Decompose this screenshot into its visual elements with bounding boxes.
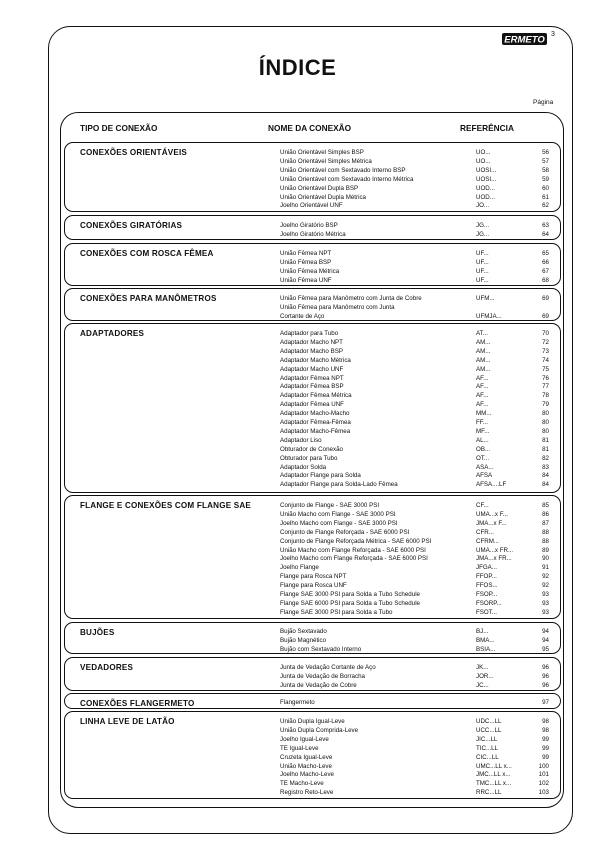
- page-ref: 92: [542, 582, 549, 590]
- connection-name: União Orientável com Sextavado Interno BSP: [280, 166, 406, 174]
- connection-name: Adaptador para Tubo: [280, 330, 339, 337]
- page-ref: 87: [542, 519, 549, 527]
- page-ref: 78: [542, 392, 549, 400]
- page-ref: 72: [542, 338, 549, 346]
- page-column-label: Página: [533, 99, 554, 106]
- page-ref: 65: [542, 250, 549, 257]
- index-row[interactable]: [65, 303, 562, 312]
- group-title: CONEXÕES GIRATÓRIAS: [80, 221, 183, 230]
- connection-name: Joelho Macho com Flange - SAE 3000 PSI: [280, 519, 398, 527]
- connection-name: Conjunto de Flange Reforçada Métrica - SAE 6000 PSI: [280, 537, 432, 545]
- page-ref: 76: [542, 374, 549, 382]
- reference-code: UF...: [476, 258, 489, 266]
- group-flange-e-conexoes-com-flange-sae: [64, 495, 561, 619]
- connection-name: Joelho Flange: [280, 564, 319, 572]
- page-ref: 86: [542, 510, 549, 518]
- reference-code: UMA...x F...: [476, 510, 508, 518]
- reference-code: UFMJA...: [476, 312, 502, 320]
- page-ref: 99: [542, 744, 549, 752]
- page-ref: 80: [542, 419, 549, 426]
- page-ref: 56: [542, 149, 549, 156]
- index-row[interactable]: [65, 400, 562, 409]
- reference-code: OB...: [476, 445, 491, 453]
- index-row[interactable]: [65, 329, 562, 338]
- index-row[interactable]: [65, 157, 562, 166]
- connection-name: Flange para Rosca NPT: [280, 573, 347, 581]
- group-conexoes-flangermeto: [64, 693, 561, 709]
- index-row[interactable]: [65, 510, 562, 519]
- group-vedadores: [64, 657, 561, 691]
- page-ref: 81: [542, 445, 549, 453]
- index-row[interactable]: [65, 258, 562, 267]
- index-row[interactable]: [65, 184, 562, 193]
- index-row[interactable]: [65, 418, 562, 427]
- page-ref: 96: [542, 664, 549, 671]
- reference-code: UMC...LL x...: [476, 762, 512, 770]
- page-ref: 81: [542, 436, 549, 444]
- reference-code: JFGA...: [476, 564, 497, 572]
- page-ref: 102: [538, 780, 549, 788]
- reference-code: AFSA: [476, 472, 493, 480]
- reference-code: JOR...: [476, 672, 494, 680]
- connection-name: Adaptador Macho Métrica: [280, 356, 351, 364]
- page-ref: 88: [542, 537, 549, 545]
- index-row[interactable]: [65, 627, 562, 636]
- connection-name: Joelho Macho com Flange Reforçada - SAE 6000 PSI: [280, 555, 428, 563]
- reference-code: UMA...x FR...: [476, 546, 514, 554]
- reference-code: JMA...x F...: [476, 519, 507, 527]
- column-header-nome: NOME DA CONEXÃO: [268, 123, 352, 133]
- page-ref: 69: [542, 295, 549, 302]
- reference-code: MM...: [476, 410, 492, 418]
- connection-name: União Fêmea para Manômetro com Junta de Cobre: [280, 295, 422, 302]
- connection-name: Adaptador Liso: [280, 436, 322, 444]
- connection-name: Adaptador Flange para Solda-Lado Fêmea: [280, 481, 398, 489]
- connection-name: Conjunto de Flange Reforçada - SAE 6000 PSI: [280, 528, 410, 536]
- connection-name: TE Igual-Leve: [280, 744, 319, 752]
- reference-code: FF...: [476, 419, 489, 426]
- page-ref: 84: [542, 472, 549, 480]
- index-row[interactable]: [65, 554, 562, 563]
- group-conexoes-para-manometros: [64, 288, 561, 321]
- reference-code: BJ...: [476, 628, 489, 635]
- index-row[interactable]: [65, 753, 562, 762]
- reference-code: ASA...: [476, 463, 494, 471]
- index-row[interactable]: [65, 463, 562, 472]
- index-row[interactable]: [65, 563, 562, 572]
- connection-name: Joelho Igual-Leve: [280, 735, 329, 743]
- reference-code: AF...: [476, 383, 489, 391]
- page-ref: 96: [542, 672, 549, 680]
- column-header-referencia: REFERÊNCIA: [460, 123, 514, 133]
- connection-name: União Orientável Simples BSP: [280, 149, 364, 156]
- reference-code: UO...: [476, 157, 491, 165]
- page-ref: 92: [542, 573, 549, 581]
- index-row[interactable]: [65, 779, 562, 788]
- reference-code: FFOP...: [476, 573, 497, 581]
- group-title: BUJÕES: [80, 628, 115, 637]
- page-ref: 97: [542, 699, 549, 706]
- reference-code: AL...: [476, 436, 489, 444]
- connection-name: Junta de Vedação Cortante de Aço: [280, 664, 376, 671]
- connection-name: União Fêmea UNF: [280, 276, 332, 284]
- connection-name: Flange para Rosca UNF: [280, 582, 347, 590]
- index-row[interactable]: [65, 356, 562, 365]
- connection-name: Adaptador Macho-Fêmea: [280, 427, 351, 435]
- reference-code: UCC...LL: [476, 726, 502, 734]
- connection-name: União Fêmea NPT: [280, 250, 332, 257]
- page-ref: 90: [542, 555, 549, 563]
- connection-name: Adaptador Macho NPT: [280, 338, 343, 346]
- reference-code: CIC...LL: [476, 753, 499, 761]
- connection-name: Adaptador Macho BSP: [280, 347, 343, 355]
- reference-code: JMA...x FR...: [476, 555, 512, 563]
- reference-code: FSOT...: [476, 608, 497, 616]
- index-row[interactable]: [65, 267, 562, 276]
- page-ref: 93: [542, 608, 549, 616]
- page-ref: 57: [542, 157, 549, 165]
- connection-name: Conjunto de Flange - SAE 3000 PSI: [280, 502, 380, 509]
- page-ref: 88: [542, 528, 549, 536]
- group-conexoes-giratorias: [64, 215, 561, 240]
- page-ref: 99: [542, 735, 549, 743]
- index-row[interactable]: [65, 636, 562, 645]
- reference-code: JK...: [476, 664, 489, 671]
- reference-code: CFR...: [476, 528, 494, 536]
- group-title: CONEXÕES FLANGERMETO: [80, 699, 195, 708]
- connection-name: Adaptador Macho UNF: [280, 365, 344, 373]
- connection-name: Adaptador Solda: [280, 463, 327, 471]
- connection-name: Flange SAE 3000 PSI para Solda a Tubo: [280, 608, 393, 616]
- index-row[interactable]: [65, 572, 562, 581]
- index-row[interactable]: [65, 581, 562, 590]
- page-ref: 58: [542, 166, 549, 174]
- group-title: CONEXÕES ORIENTÁVEIS: [80, 148, 187, 157]
- index-row[interactable]: [65, 788, 562, 797]
- group-title: CONEXÕES COM ROSCA FÊMEA: [80, 249, 214, 258]
- connection-name: Cruzeta Igual-Leve: [280, 753, 333, 761]
- group-conexoes-orientaveis: [64, 142, 561, 212]
- reference-code: BSIA...: [476, 645, 496, 653]
- connection-name: Junta de Vedação de Borracha: [280, 672, 365, 680]
- index-row[interactable]: [65, 365, 562, 374]
- connection-name: Adaptador Macho-Macho: [280, 410, 350, 418]
- reference-code: UO...: [476, 149, 491, 156]
- logo-text: ERMETO: [504, 34, 545, 46]
- page-ref: 84: [542, 481, 549, 489]
- connection-name: Adaptador Fêmea UNF: [280, 401, 344, 409]
- reference-code: FSORP...: [476, 599, 502, 607]
- reference-code: AF...: [476, 374, 489, 382]
- reference-code: AM...: [476, 338, 491, 346]
- index-row[interactable]: [65, 221, 562, 230]
- index-row[interactable]: [65, 294, 562, 303]
- reference-code: JG...: [476, 222, 490, 229]
- index-row[interactable]: [65, 681, 562, 690]
- reference-code: CFRM...: [476, 537, 500, 545]
- connection-name: Flange SAE 6000 PSI para Solda a Tubo Schedule: [280, 599, 421, 607]
- index-row[interactable]: [65, 445, 562, 454]
- page-ref: 59: [542, 175, 549, 183]
- group-title: ADAPTADORES: [80, 329, 145, 338]
- connection-name: União Orientável Dupla BSP: [280, 184, 359, 192]
- index-row[interactable]: [65, 744, 562, 753]
- index-row[interactable]: [65, 537, 562, 546]
- page-ref: 98: [542, 718, 549, 725]
- index-row[interactable]: [65, 501, 562, 510]
- index-row[interactable]: [65, 454, 562, 463]
- connection-name: Adaptador Fêmea-Fêmea: [280, 419, 351, 426]
- index-row[interactable]: [65, 175, 562, 184]
- reference-code: TMC...LL x...: [476, 780, 512, 788]
- page-ref: 100: [538, 762, 549, 770]
- reference-code: FFOS...: [476, 582, 498, 590]
- connection-name: Adaptador Fêmea Métrica: [280, 392, 352, 400]
- reference-code: AM...: [476, 347, 491, 355]
- reference-code: AF...: [476, 401, 489, 409]
- reference-code: CF...: [476, 502, 489, 509]
- group-bujoes: [64, 622, 561, 654]
- index-row[interactable]: [65, 599, 562, 608]
- index-row[interactable]: [65, 672, 562, 681]
- reference-code: UOD...: [476, 184, 495, 192]
- reference-code: RRC...LL: [476, 789, 502, 797]
- connection-name: Bujão Magnético: [280, 636, 327, 644]
- page-ref: 77: [542, 383, 549, 391]
- reference-code: JMC...LL x...: [476, 771, 511, 779]
- index-row[interactable]: [65, 645, 562, 654]
- connection-name: Bujão com Sextavado Interno: [280, 645, 362, 653]
- group-conexoes-com-rosca-femea: [64, 243, 561, 286]
- column-header-tipo: TIPO DE CONEXÃO: [80, 123, 158, 133]
- connection-name: Registro Reto-Leve: [280, 789, 334, 797]
- page-ref: 83: [542, 463, 549, 471]
- reference-code: UF...: [476, 250, 489, 257]
- group-title: FLANGE E CONEXÕES COM FLANGE SAE: [80, 501, 251, 510]
- index-row[interactable]: [65, 698, 562, 707]
- reference-code: AF...: [476, 392, 489, 400]
- connection-name: Adaptador Flange para Solda: [280, 472, 361, 480]
- index-row[interactable]: [65, 480, 562, 489]
- page-ref: 98: [542, 726, 549, 734]
- reference-code: UFM...: [476, 295, 495, 302]
- page-ref: 63: [542, 222, 549, 229]
- reference-code: BMA...: [476, 636, 495, 644]
- reference-code: JG...: [476, 230, 490, 238]
- reference-code: OT...: [476, 454, 490, 462]
- connection-name: União Macho com Flange - SAE 3000 PSI: [280, 510, 396, 518]
- page-ref: 66: [542, 258, 549, 266]
- page-number: 3: [551, 31, 555, 38]
- connection-name: Adaptador Fêmea BSP: [280, 383, 344, 391]
- group-linha-leve-de-latao: [64, 711, 561, 799]
- connection-name: União Macho-Leve: [280, 762, 332, 770]
- index-row[interactable]: [65, 409, 562, 418]
- connection-name: Joelho Orientável UNF: [280, 202, 343, 210]
- group-title: LINHA LEVE DE LATÃO: [80, 717, 175, 726]
- connection-name: TE Macho-Leve: [280, 780, 324, 788]
- index-row[interactable]: [65, 312, 562, 321]
- reference-code: TIC...LL: [476, 744, 499, 752]
- page-ref: 70: [542, 330, 549, 337]
- index-row[interactable]: [65, 347, 562, 356]
- page-ref: 80: [542, 427, 549, 435]
- index-row[interactable]: [65, 193, 562, 202]
- connection-name: Adaptador Fêmea NPT: [280, 374, 344, 382]
- connection-name: Joelho Giratório BSP: [280, 222, 338, 229]
- index-row[interactable]: [65, 148, 562, 157]
- connection-name: União Macho com Flange Reforçada - SAE 6000 PSI: [280, 546, 426, 554]
- page-ref: 62: [542, 202, 549, 210]
- reference-code: UOSI...: [476, 166, 497, 174]
- index-row[interactable]: [65, 338, 562, 347]
- group-title: VEDADORES: [80, 663, 134, 672]
- index-row[interactable]: [65, 249, 562, 258]
- index-row[interactable]: [65, 201, 562, 210]
- connection-name: União Orientável Dupla Métrica: [280, 193, 366, 201]
- page-ref: 79: [542, 401, 549, 409]
- page-ref: 103: [538, 789, 549, 797]
- connection-name: União Orientável com Sextavado Interno Métrica: [280, 175, 414, 183]
- reference-code: UDC...LL: [476, 718, 502, 725]
- page-ref: 82: [542, 454, 549, 462]
- reference-code: JC...: [476, 681, 489, 689]
- connection-name: Cortante de Aço: [280, 312, 325, 320]
- connection-name: União Dupla Comprida-Leve: [280, 726, 359, 734]
- page-ref: 80: [542, 410, 549, 418]
- connection-name: União Fêmea para Manômetro com Junta: [280, 303, 395, 311]
- page-ref: 89: [542, 546, 549, 554]
- page-ref: 93: [542, 599, 549, 607]
- page-ref: 69: [542, 312, 549, 320]
- page-ref: 91: [542, 564, 549, 572]
- page-ref: 74: [542, 356, 549, 364]
- index-row[interactable]: [65, 276, 562, 285]
- reference-code: UF...: [476, 276, 489, 284]
- page-ref: 75: [542, 365, 549, 373]
- page-ref: 61: [542, 193, 549, 201]
- connection-name: União Fêmea BSP: [280, 258, 332, 266]
- connection-name: Joelho Giratório Métrica: [280, 230, 346, 238]
- page-ref: 94: [542, 628, 549, 635]
- connection-name: Obturador para Tubo: [280, 454, 338, 462]
- index-row[interactable]: [65, 427, 562, 436]
- connection-name: União Orientável Simples Métrica: [280, 157, 372, 165]
- index-row[interactable]: [65, 663, 562, 672]
- index-row[interactable]: [65, 471, 562, 480]
- index-row[interactable]: [65, 770, 562, 779]
- index-row[interactable]: [65, 391, 562, 400]
- ermeto-logo: [501, 32, 548, 46]
- index-row[interactable]: [65, 762, 562, 771]
- connection-name: União Dupla Igual-Leve: [280, 718, 345, 725]
- page-title: ÍNDICE: [258, 55, 337, 80]
- page-ref: 73: [542, 347, 549, 355]
- page-ref: 93: [542, 591, 549, 598]
- index-row[interactable]: [65, 726, 562, 735]
- reference-code: AM...: [476, 356, 491, 364]
- reference-code: UF...: [476, 267, 489, 275]
- page-ref: 99: [542, 753, 549, 761]
- connection-name: Bujão Sextavado: [280, 628, 327, 635]
- connection-name: Obturador de Conexão: [280, 445, 343, 453]
- group-adaptadores: [64, 323, 561, 493]
- connection-name: Junta de Vedação de Cobre: [280, 681, 357, 689]
- page-ref: 67: [542, 267, 549, 275]
- page-ref: 95: [542, 645, 549, 653]
- reference-code: JO...: [476, 202, 490, 210]
- index-row[interactable]: [65, 735, 562, 744]
- index-row[interactable]: [65, 382, 562, 391]
- connection-name: Joelho Macho-Leve: [280, 771, 335, 779]
- index-row[interactable]: [65, 230, 562, 239]
- page-ref: 85: [542, 502, 549, 509]
- reference-code: UOD...: [476, 193, 495, 201]
- page-ref: 68: [542, 276, 549, 284]
- index-row[interactable]: [65, 590, 562, 599]
- group-title: CONEXÕES PARA MANÔMETROS: [80, 294, 217, 303]
- index-row[interactable]: [65, 528, 562, 537]
- index-row[interactable]: [65, 519, 562, 528]
- index-row[interactable]: [65, 546, 562, 555]
- connection-name: União Fêmea Métrica: [280, 267, 340, 275]
- index-row[interactable]: [65, 608, 562, 617]
- page-ref: 64: [542, 230, 549, 238]
- page-ref: 60: [542, 184, 549, 192]
- connection-name: Flange SAE 3000 PSI para Solda a Tubo Schedule: [280, 591, 421, 598]
- connection-name: Flangermeto: [280, 699, 315, 706]
- reference-code: MF...: [476, 427, 490, 435]
- page-ref: 96: [542, 681, 549, 689]
- page-ref: 101: [538, 771, 549, 779]
- index-row[interactable]: [65, 717, 562, 726]
- index-row[interactable]: [65, 166, 562, 175]
- reference-code: UOSI...: [476, 175, 497, 183]
- index-row[interactable]: [65, 436, 562, 445]
- page-ref: 94: [542, 636, 549, 644]
- reference-code: FSOP...: [476, 591, 498, 598]
- reference-code: AM...: [476, 365, 491, 373]
- reference-code: AFSA....LF: [476, 481, 507, 489]
- index-row[interactable]: [65, 374, 562, 383]
- reference-code: JIC...LL: [476, 735, 498, 743]
- reference-code: AT...: [476, 330, 488, 337]
